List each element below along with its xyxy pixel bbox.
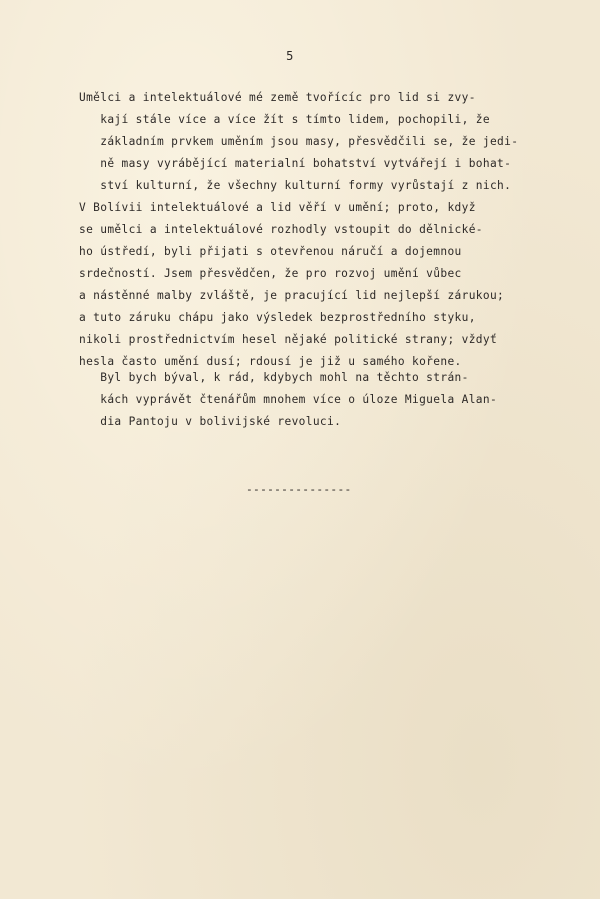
text-line: a tuto záruku chápu jako výsledek bezprostředního styku, (79, 311, 476, 324)
text-line: kají stále více a více žít s tímto lidem, pochopili, že (79, 113, 490, 126)
text-line: Umělci a intelektuálové mé země tvořícíc pro lid si zvy- (79, 91, 476, 104)
page-number: 5 (286, 49, 294, 63)
text-line: se umělci a intelektuálové rozhodly vstoupit do dělnické- (79, 223, 483, 236)
text-line: dia Pantoju v bolivijské revoluci. (79, 415, 342, 428)
text-line: Byl bych býval, k rád, kdybych mohl na těchto strán- (79, 371, 469, 384)
text-line: srdečností. Jsem přesvědčen, že pro rozvoj umění vůbec (79, 267, 462, 280)
paragraph-1 (79, 87, 579, 373)
text-line: základním prvkem uměním jsou masy, přesvědčili se, že jedi- (79, 135, 519, 148)
text-line: kách vyprávět čtenářům mnohem více o úloze Miguela Alan- (79, 393, 498, 406)
text-line: V Bolívii intelektuálové a lid věří v umění; proto, když (79, 201, 476, 214)
text-line: hesla často umění dusí; rdousí je již u samého kořene. (79, 355, 462, 368)
paragraph-2 (79, 367, 579, 433)
end-separator: --------------- (246, 483, 352, 496)
text-line: ně masy vyrábějící materialní bohatství vytvářejí i bohat- (79, 157, 512, 170)
text-line: ství kulturní, že všechny kulturní formy vyrůstají z nich. (79, 179, 512, 192)
text-line: ho ústředí, byli přijati s otevřenou náručí a dojemnou (79, 245, 462, 258)
text-line: a nástěnné malby zvláště, je pracující lid nejlepší zárukou; (79, 289, 505, 302)
text-line: nikoli prostřednictvím hesel nějaké politické strany; vždyť (79, 333, 498, 346)
